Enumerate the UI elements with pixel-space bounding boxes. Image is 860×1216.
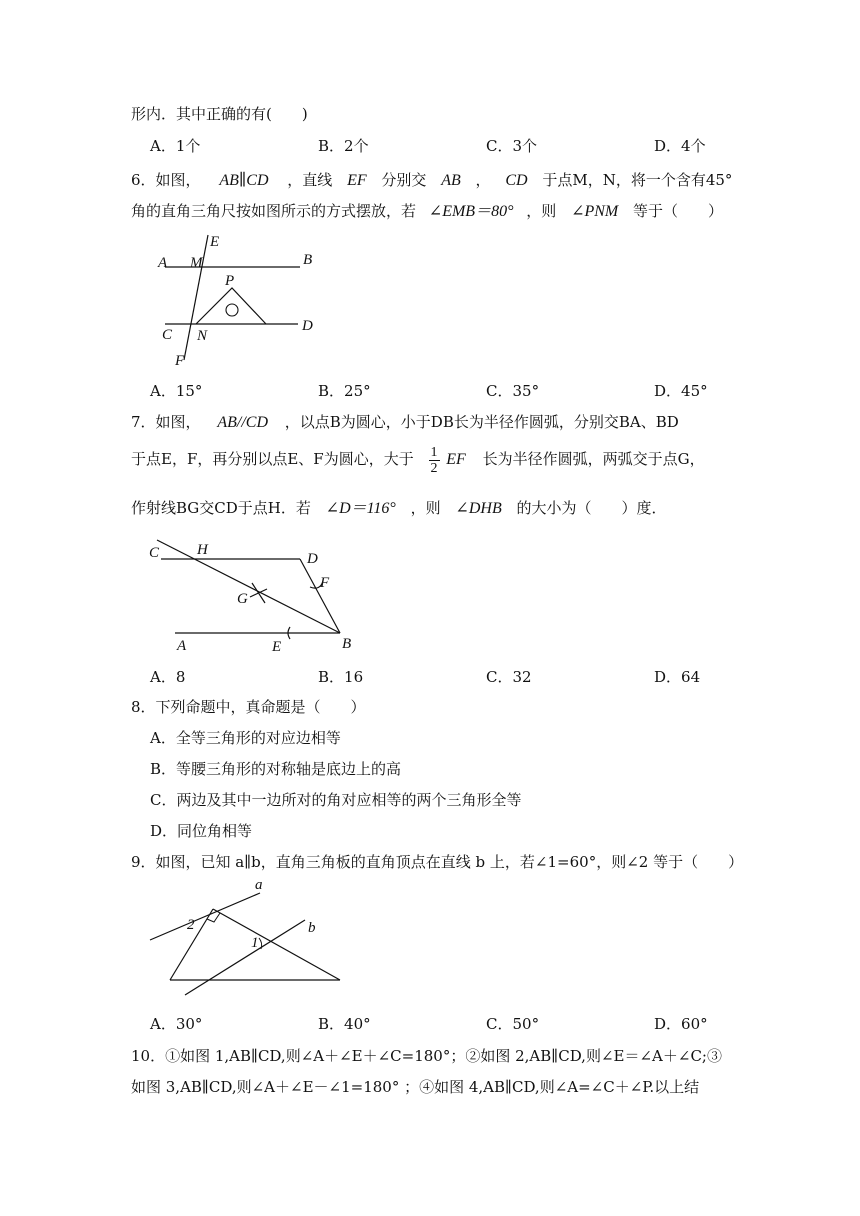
q7-label-b: B	[342, 636, 352, 652]
q6-label-a: A	[158, 255, 168, 271]
q6-label-e: E	[210, 234, 220, 250]
q6-line-2	[131, 201, 723, 222]
q7-text: 7．如图，	[131, 413, 201, 431]
q7-label-f: F	[320, 575, 330, 591]
q6-label-c: C	[162, 327, 173, 343]
q10-line-2: 如图 3,AB∥CD,则∠A＋∠E－∠1=180° ；④如图 4,AB∥CD,则∠A=∠C＋∠P.以上结	[131, 1078, 700, 1096]
q6-option-d: D．45°	[654, 382, 708, 400]
q7-label-c: C	[149, 545, 160, 561]
q7-option-c: C．32	[486, 668, 532, 686]
q7-math-ab-parallel-cd: AB//CD	[217, 414, 268, 431]
q6-label-n: N	[197, 328, 208, 344]
q7-text: 于点E，F，再分别以点E、F为圆心，大于	[131, 450, 414, 468]
q6-option-a: A．15°	[150, 382, 203, 400]
q6-option-c: C．35°	[486, 382, 540, 400]
q7-label-a: A	[177, 638, 187, 654]
q7-fraction-half	[429, 445, 440, 476]
q7-text: ，则	[410, 499, 441, 517]
q9-option-c: C．50°	[486, 1015, 540, 1033]
q9-stem: 9．如图，已知 a∥b，直角三角板的直角顶点在直线 b 上，若∠1=60°，则∠2 等于（ ）	[131, 853, 744, 871]
q7-fraction-numerator: 1	[430, 444, 438, 460]
q7-math-angle-d: ∠D＝116°	[325, 500, 396, 517]
q7-math-angle-dhb: ∠DHB	[455, 500, 502, 517]
q5-option-c: C．3个	[486, 137, 538, 155]
q5-option-b: B．2个	[318, 137, 369, 155]
q7-figure	[145, 535, 360, 660]
q6-text: 分别交	[381, 171, 427, 189]
q6-text: 角的直角三角尺按如图所示的方式摆放，若	[131, 202, 417, 220]
q6-text: ，	[475, 171, 491, 189]
q9-label-a: a	[255, 877, 263, 893]
q9-label-b: b	[308, 920, 316, 936]
q8-choice-a: A．全等三角形的对应边相等	[150, 729, 341, 747]
q6-option-b: B．25°	[318, 382, 371, 400]
q7-text: ，以点B为圆心，小于DB长为半径作圆弧，分别交BA、BD	[284, 413, 679, 431]
q6-label-m: M	[190, 255, 203, 271]
q7-text: 作射线BG交CD于点H．若	[131, 499, 311, 517]
q6-math-ab: AB	[441, 172, 461, 189]
q7-option-d: D．64	[654, 668, 701, 686]
q7-line-2	[131, 442, 705, 477]
q7-label-d: D	[307, 551, 318, 567]
q7-fraction-denominator: 2	[430, 460, 438, 476]
q9-option-d: D．60°	[654, 1015, 708, 1033]
q7-text: 的大小为（ ）度．	[516, 499, 667, 517]
q6-label-d: D	[302, 318, 313, 334]
q9-option-b: B．40°	[318, 1015, 371, 1033]
q7-text: 长为半径作圆弧，两弧交于点G，	[482, 450, 705, 468]
q7-label-g: G	[237, 591, 248, 607]
q6-text: 等于（ ）	[633, 202, 724, 220]
q6-text: 6．如图，	[131, 171, 201, 189]
q6-text: ，则	[526, 202, 557, 220]
q8-choice-c: C．两边及其中一边所对的角对应相等的两个三角形全等	[150, 791, 522, 809]
q8-choice-b: B．等腰三角形的对称轴是底边上的高	[150, 760, 402, 778]
q5-option-d: D．4个	[654, 137, 706, 155]
q6-math-emb: ∠EMB＝80°	[428, 203, 514, 220]
q6-label-b: B	[303, 252, 313, 268]
q8-stem: 8．下列命题中，真命题是（ ）	[131, 698, 366, 716]
q6-math-cd: CD	[505, 172, 528, 189]
q9-label-2: 2	[187, 917, 195, 933]
q7-option-a: A．8	[150, 668, 186, 686]
q7-line-3	[131, 498, 667, 519]
q6-text: ，直线	[287, 171, 333, 189]
q6-label-p: P	[225, 273, 235, 289]
q6-line-1	[131, 170, 732, 191]
q5-tail: 形内．其中正确的有( )	[131, 105, 308, 123]
q7-label-h: H	[197, 542, 208, 558]
q10-line-1: 10．①如图 1,AB∥CD,则∠A＋∠E＋∠C=180°；②如图 2,AB∥CD,则∠E＝∠A＋∠C;③	[131, 1047, 722, 1065]
q9-option-a: A．30°	[150, 1015, 203, 1033]
q7-label-e: E	[272, 639, 282, 655]
q7-line-1	[131, 412, 679, 433]
q7-option-b: B．16	[318, 668, 364, 686]
q6-figure	[150, 230, 330, 375]
q9-figure	[145, 875, 350, 1005]
q6-math-pnm: ∠PNM	[571, 203, 619, 220]
q7-math-ef: EF	[446, 451, 466, 468]
q5-option-a: A．1个	[150, 137, 201, 155]
q6-label-f: F	[175, 353, 185, 369]
q6-math-ef: EF	[347, 172, 367, 189]
q9-label-1: 1	[251, 935, 259, 951]
q6-text: 于点M，N，将一个含有45°	[542, 171, 733, 189]
q6-math-ab-parallel-cd: AB∥CD	[219, 172, 269, 189]
q8-choice-d: D．同位角相等	[150, 822, 253, 840]
